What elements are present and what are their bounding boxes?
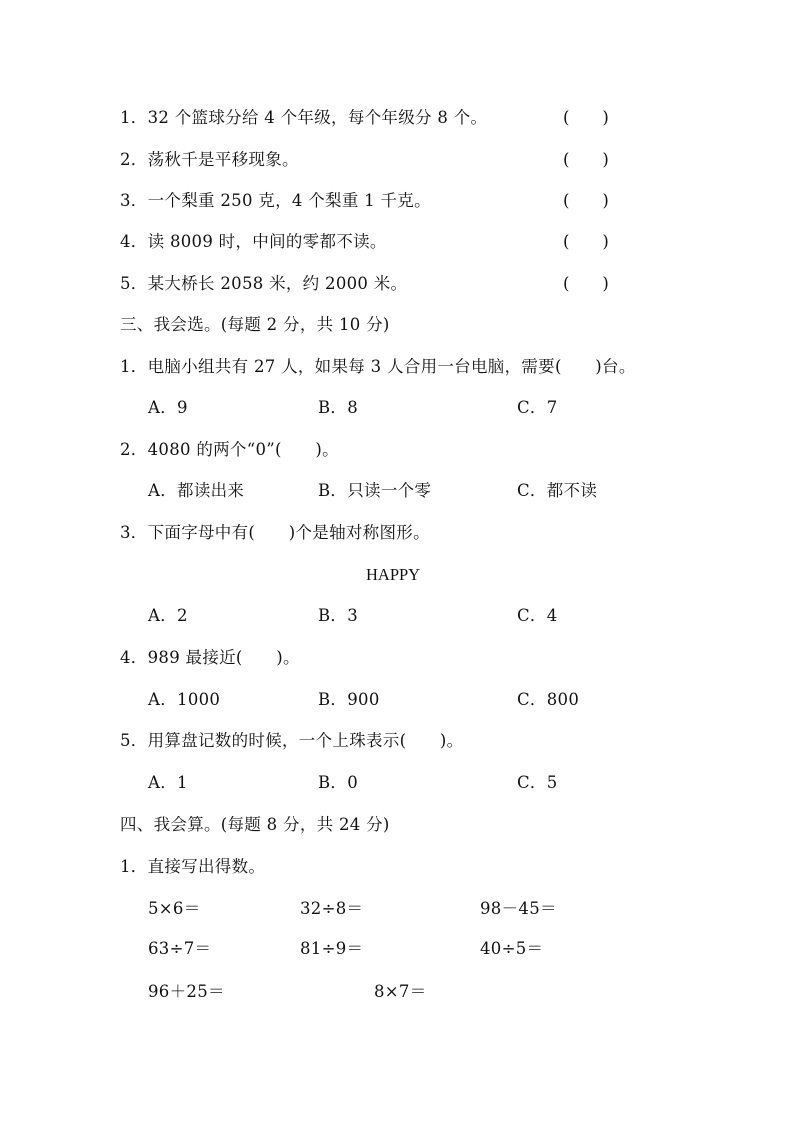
judge-answer-blank-4[interactable]: ( ) — [563, 232, 609, 251]
judge-item-4: 4．读 8009 时，中间的零都不读。 — [120, 232, 387, 251]
judge-item-1: 1．32 个篮球分给 4 个年级，每个年级分 8 个。 — [120, 108, 488, 127]
choice-2-option-b[interactable]: B．只读一个零 — [318, 481, 432, 500]
choice-3-option-b[interactable]: B．3 — [318, 606, 359, 625]
choice-4-option-a[interactable]: A．1000 — [148, 690, 221, 709]
calc-item[interactable]: 98－45＝ — [480, 899, 557, 918]
calc-item[interactable]: 8×7＝ — [374, 982, 427, 1001]
judge-item-2: 2．荡秋千是平移现象。 — [120, 150, 299, 169]
choice-4-option-b[interactable]: B．900 — [318, 690, 380, 709]
choice-3-option-c[interactable]: C．4 — [517, 606, 558, 625]
judge-item-3: 3．一个梨重 250 克，4 个梨重 1 千克。 — [120, 191, 431, 210]
calc-item[interactable]: 81÷9＝ — [300, 939, 364, 958]
section-heading-choose: 三、我会选。(每题 2 分，共 10 分) — [120, 315, 390, 334]
section-heading-calculate: 四、我会算。(每题 8 分，共 24 分) — [120, 815, 390, 834]
calc-item[interactable]: 5×6＝ — [148, 899, 201, 918]
judge-answer-blank-2[interactable]: ( ) — [563, 150, 609, 169]
calc-item[interactable]: 96＋25＝ — [148, 982, 225, 1001]
choice-question-1: 1．电脑小组共有 27 人，如果每 3 人合用一台电脑，需要( )台。 — [120, 357, 636, 376]
choice-1-option-a[interactable]: A．9 — [148, 398, 188, 417]
choice-2-option-c[interactable]: C．都不读 — [517, 481, 598, 500]
judge-answer-blank-3[interactable]: ( ) — [563, 191, 609, 210]
choice-2-option-a[interactable]: A．都读出来 — [148, 481, 245, 500]
judge-answer-blank-5[interactable]: ( ) — [563, 274, 609, 293]
choice-1-option-c[interactable]: C．7 — [517, 398, 558, 417]
judge-answer-blank-1[interactable]: ( ) — [563, 108, 609, 127]
choice-5-option-b[interactable]: B．0 — [318, 773, 359, 792]
choice-question-5: 5．用算盘记数的时候，一个上珠表示( )。 — [120, 731, 464, 750]
happy-word: HAPPY — [366, 565, 421, 584]
calc-item[interactable]: 40÷5＝ — [480, 939, 544, 958]
calc-question-1: 1．直接写出得数。 — [120, 857, 266, 876]
calc-item[interactable]: 32÷8＝ — [300, 899, 364, 918]
choice-5-option-a[interactable]: A．1 — [148, 773, 188, 792]
choice-4-option-c[interactable]: C．800 — [517, 690, 580, 709]
choice-question-2: 2．4080 的两个“0”( )。 — [120, 440, 339, 459]
choice-5-option-c[interactable]: C．5 — [517, 773, 558, 792]
calc-item[interactable]: 63÷7＝ — [148, 939, 212, 958]
choice-question-4: 4．989 最接近( )。 — [120, 648, 300, 667]
judge-item-5: 5．某大桥长 2058 米，约 2000 米。 — [120, 274, 408, 293]
choice-1-option-b[interactable]: B．8 — [318, 398, 359, 417]
choice-3-option-a[interactable]: A．2 — [148, 606, 188, 625]
choice-question-3: 3．下面字母中有( )个是轴对称图形。 — [120, 523, 430, 542]
